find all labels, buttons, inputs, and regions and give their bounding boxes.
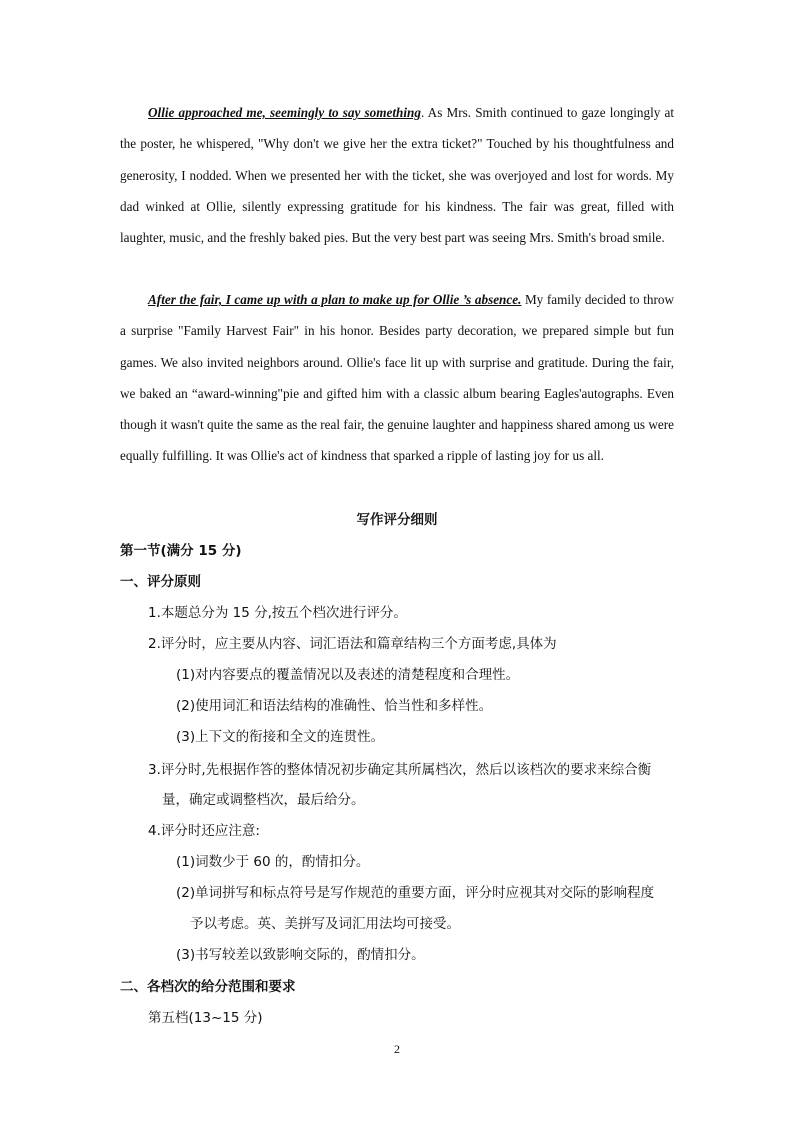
paragraph-2 bbox=[120, 284, 674, 472]
rule-item-2-sub-3: (3)上下文的衔接和全文的连贯性。 bbox=[176, 729, 385, 745]
section-1-heading: 第一节(满分 15 分) bbox=[120, 543, 242, 559]
rule-item-4-sub-2-line-1: (2)单词拼写和标点符号是写作规范的重要方面，评分时应视其对交际的影响程度 bbox=[176, 885, 655, 901]
part-1-heading: 一、评分原则 bbox=[120, 574, 201, 590]
rule-item-2: 2.评分时，应主要从内容、词汇语法和篇章结构三个方面考虑,具体为 bbox=[148, 636, 557, 652]
paragraph-1-body: . As Mrs. Smith continued to gaze longingly at the poster, he whispered, "Why don't we give her the extra ticket?" Touched by his thoughtfulness and generosity, I nodded. When we presented her with the ticket, she was overjoyed and lost for words. My dad winked at Ollie, silently expressing gratitude for his kindness. The fair was great, filled with laughter, music, and the freshly baked pies. But the very best part was seeing Mrs. Smith's broad smile. bbox=[120, 105, 674, 246]
paragraph-1-lead: Ollie approached me, seemingly to say something bbox=[148, 105, 421, 120]
paragraph-2-lead: After the fair, I came up with a plan to make up for Ollie ’s absence. bbox=[148, 292, 522, 307]
rubric-title: 写作评分细则 bbox=[356, 512, 438, 528]
rule-item-4-sub-1: (1)词数少于 60 的，酌情扣分。 bbox=[176, 854, 370, 870]
level-5-heading: 第五档(13~15 分) bbox=[148, 1010, 263, 1026]
rule-item-3-line-1: 3.评分时,先根据作答的整体情况初步确定其所属档次，然后以该档次的要求来综合衡 bbox=[148, 762, 652, 778]
paragraph-2-body: My family decided to throw a surprise "Family Harvest Fair" in his honor. Besides party decoration, we prepared simple but fun games. We also invited neighbors around. Ollie's face lit up with surprise and gratitude. During the fair, we baked an “award-winning"pie and gifted him with a classic album bearing Eagles'autographs. Even though it wasn't quite the same as the real fair, the genuine laughter and happiness shared among us were equally fulfilling. It was Ollie's act of kindness that sparked a ripple of lasting joy for us all. bbox=[120, 292, 674, 464]
rule-item-3-line-2: 量，确定或调整档次，最后给分。 bbox=[162, 792, 365, 808]
paragraph-1 bbox=[120, 97, 674, 253]
rule-item-2-sub-1: (1)对内容要点的覆盖情况以及表述的清楚程度和合理性。 bbox=[176, 667, 520, 683]
rule-item-4-sub-2-line-2: 予以考虑。英、美拼写及词汇用法均可接受。 bbox=[190, 916, 460, 932]
page-number: 2 bbox=[394, 1042, 400, 1056]
rule-item-4: 4.评分时还应注意: bbox=[148, 823, 260, 839]
part-2-heading: 二、各档次的给分范围和要求 bbox=[120, 979, 296, 995]
rule-item-2-sub-2: (2)使用词汇和语法结构的准确性、恰当性和多样性。 bbox=[176, 698, 493, 714]
rule-item-1: 1.本题总分为 15 分,按五个档次进行评分。 bbox=[148, 605, 407, 621]
rule-item-4-sub-3: (3)书写较差以致影响交际的，酌情扣分。 bbox=[176, 947, 425, 963]
